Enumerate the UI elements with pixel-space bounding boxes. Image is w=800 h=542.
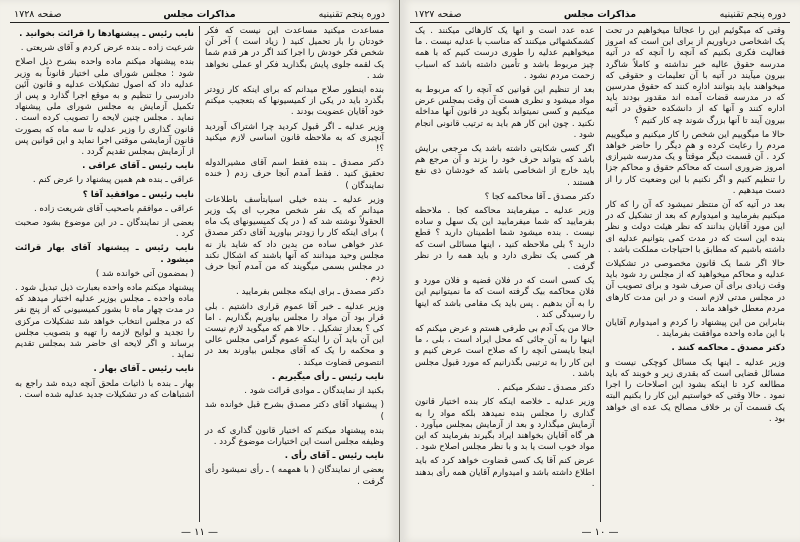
left-column — [410, 26, 600, 522]
paragraph: شرعیت زاده ـ بنده عرض کردم و آقای شریعتی . — [20, 43, 194, 54]
paragraph: وزیر عدلیه ـ میفرمایند محاکمه کجا . ملاحظه بفرمایید که شما میفرمایید این یک سهل و ساده نیست . بنده میشود شما اطمینان دارید ؟ قطع دارید ؟ بلی ملاحظه کنید ، اینها مسائلی است که هر کسی یک نظری دارد و باید همه را در نظر گرفت . — [415, 206, 595, 273]
paragraph: عراقی ـ موافقم باصحیب آقای شریعت زاده . — [33, 203, 194, 214]
paragraph: عراقی ـ بنده هم همین پیشنهاد را عرض کنم . — [32, 175, 194, 186]
paragraph: بعضی از نمایندگان ( با همهمه ) ـ رأی نمیشود رأی گرفت . — [205, 465, 384, 487]
left-column — [10, 26, 199, 522]
paragraph: حالا اگر شما یک قانون مخصوصی در تشکیلات عدلیه و محاکم میخواهید که از مجلس رد شود باید وقت زیادی برای آن صرف شود و برای تصویب آن در مجلس مدتی لازم است و در این مدت کارهای مردم معطل خواهد ماند . — [605, 259, 785, 314]
paragraph: بعد در آتیه که آن منتظر نمیشود که آن را که کار میکنیم بفرمایید و امیدوارم که بعد از تشکیل که در این مورد آقایان بدانند که نظر هیئت دولت و نظر بنده این است که در مدت کمی بتوانیم عدلیه ای داشته باشیم که مطابق با احتیاجات مملکت باشد . — [605, 200, 785, 255]
paragraph: عده عدد است و آنها یک کارهائی میکنند . یک کشمکشهائی میکنند که مناسب با عدلیه نیست . ما میخواهیم عدلیه را طوری درست کنیم که با همه چیز مربوط باشد و تأمین داشته باشد که اسباب زحمت مردم نشود . — [415, 26, 595, 81]
paragraph: وزیر عدلیه ـ اگر قبول کردید چرا اشتراک آوردید آنچیزی که به ملاحظه قانون اساسی لازم میکنید ؟! — [205, 121, 384, 155]
paragraph: وقتی که میگوئیم این را عجالتاً میخواهیم در تحت یک اشخاصی درباوریم از برای این است که امروز فعالیت فکری بکنیم که آنچه را آنچه که در آتیه مدرسه حقوق عالیه خبر نداشته و کاملاً شاگرد بیرون میآیند در آتیه با آن تعلیمات و حقوقی که میخواهند باید بتوانند اداره کنند که حقوق مدرسین که در مدرسه قضات آمده اند مقدور بودند باید اداره کنند و آنها که از دانشکده حقوق در آتیه بیرون آیند تا آنها بزرگ شوند چه کار کنیم ؟ — [605, 26, 785, 126]
text-columns — [410, 26, 790, 522]
header-page-number: صفحه ۱۷۲۸ — [14, 8, 62, 20]
paragraph: وزیر عدلیه ـ خلاصه اینکه کار بنده اختیار قانون گذاری را مجلس بنده نمیدهد بلکه مواد را به آزمایش میگذارد و بعد از آزمایش بمجلس میآورد . هر گاه آقایان بخواهند ایراد بگیرند بفرمایند که این مواد خوب است یا بد و با نظر مجلس اصلاح شود . — [415, 397, 595, 453]
paragraph: ( پیشنهاد آقای دکتر مصدق بشرح قبل خوانده شد ) — [205, 400, 384, 422]
paragraph: دکتر مصدق ـ تشکر میکنم . — [497, 383, 595, 394]
speaker-line: نایب رئیس ـ آقای بهار . — [93, 364, 194, 375]
paragraph: اگر کسی شکایتی داشته باشد یک مرجعی برایش باشد که بتواند حرف خود را بزند و آن مرجع هم باید خارج از اشخاصی باشد که خودشان ذی نفع هستند . — [415, 144, 595, 188]
paragraph: ( بمضمون آتی خوانده شد ) — [95, 268, 194, 279]
speaker-line: نایب رئیس ـ آقای عراقی . — [82, 161, 194, 172]
speaker-line: نایب رئیس ـ پیشنهاد آقای بهار قرائت میشود . — [15, 243, 194, 265]
speaker-line: نایب رئیس ـ رأی میگیریم . — [271, 371, 384, 382]
paragraph: وزیر عدلیه ـ خبر آقا عموم قراری داشتیم . بلی قرار بود آن مواد را مجلس بیاوریم بگذاریم . اما کی ؟ بعداز تشکیل . حالا هم که میگوید لازم نیست این آن باید آن را اینکه عموم گرامی مجلس عالی و محکمه را یک که آقای مجلس بیاورند بعد در انتصوص قضاوت میکند . — [205, 301, 384, 368]
speaker-line: دکتر مصدق ـ محاکمه کنند . — [671, 343, 785, 354]
paragraph: مساعدت میکنید مساعدت این نیست که فکر خودتان را بار تحمیل کنید ( زیاد است ) آخر آن شخص فکر خودش را اجرا کند اگر در هر قدم شما یک لقمه جلوی پایش بگذارید فکر او عملی نخواهد شد . — [205, 26, 384, 81]
paragraph: بنابراین من این پیشنهاد را کردم و امیدوارم آقایان با این ماده واحده موافقت بفرمایند . — [605, 318, 785, 340]
text-columns — [10, 26, 389, 522]
paragraph: یک کسی است که در فلان قضیه و فلان مورد و فلان محاکمه بیک گرفته است که ما نمیتوانیم این را به آن بدهیم . پس باید یک مقامی باشد که اینها را رسیدگی کند . — [415, 276, 595, 320]
right-page — [400, 0, 800, 542]
right-column — [200, 26, 389, 522]
page-header — [410, 6, 790, 23]
speaker-line: نایب رئیس ـ موافقید آقا ؟ — [82, 189, 194, 200]
paragraph: دکتر مصدق ـ بنده فقط اسم آقای مشیرالدوله تحقیق کنید . فقط آمدم آنجا حرف زدم ( خنده نمایندگان ) — [205, 158, 384, 191]
paragraph: بنده پیشنهاد میکنم که اختیار قانون گذاری که در وظیفه مجلس است این اختیارات موضوع گردد . — [205, 425, 384, 447]
page-footer-number: — ۱۱ — — [180, 527, 219, 538]
header-period: دوره پنجم تقنینیه — [318, 8, 385, 20]
paragraph: بنده پیشنهاد میکنم ماده واحده بشرح ذیل اصلاح شود : مجلس شورای ملی اختیار قانوناً به وزیر عدلیه داد که اصول تشکیلات عدلیه و قانون آئین دادرسی را تنظیم و به موقع اجرا گذارد و پس از تکمیل آزمایش به مجلس شورای ملی پیشنهاد نماید . مجلس چنین لایحه را تصویب کرده است . قانون گذاری را وزیر عدلیه تا سه ماه که بصورت قانون آزمایشی موقتی اجرا نماید و این قوانین پس از آزمایش بمجلس تقدیم گردد . — [15, 57, 194, 158]
paragraph: بعد از تنظیم این قوانین که آنچه را که مربوط به مواد میشود و نظری هست آن وقت بمجلس عرض میکنیم و کسی نمیتواند بگوید در قانون آنها مداخله نکنید . چون این کار هم باید به ترتیب قانونی انجام شود . — [415, 85, 595, 140]
speaker-line: نایب رئیس ـ آقای رأی . — [284, 451, 384, 462]
paragraph: پیشنهاد میکنم ماده واحده بعبارت ذیل تبدیل شود . ماده واحده ـ مجلس بوزیر عدلیه اختیار میدهد که در مدت چهار ماه تا بشور کمیسیونی که از پنج نفر که در مجلس انتخاب خواهد شد تشکیلات مرکزی را تجدید و لوایح لازمه را تهیه و بتصویب مجلس برساند و اگر لایحه ای حاضر شد بمجلس تقدیم نماید . — [15, 283, 194, 361]
paragraph: عرض کنم آقا یک کسی قضاوت خواهد کرد که باید اطلاع داشته باشد و امیدوارم آقایان همه رأی بدهند . — [415, 456, 595, 489]
paragraph: حالا ما میگوییم این شخص را کار میکنیم و میگوییم مردم را رعایت کرده و هم دیگر را حاضر خواهد کرد . آن قسمت دیگر موقتاً و یک مدرسه شیرازی امروز ضروری است که محاکم حقوق و محاکم جزا را تنظیم کنیم و اگر نکنیم با این وضعیت کار را از دست میدهیم . — [605, 129, 785, 196]
paragraph: دکتر مصدق ـ آقا محاکمه کجا ؟ — [484, 191, 595, 202]
paragraph: بعضی از نمایندگان ـ در این موضوع بشود صحبت کرد . — [15, 218, 194, 240]
page-footer-number: — ۱۰ — — [581, 527, 619, 538]
paragraph: وزیر عدلیه ـ بنده خیلی اسبابتأسف باطلاعات میدانم که یک نفر شخص مجرب ای یک وزیر الحقولاً نوشته شد که ( در یک کمیسیونهای یک ماه ) برای اینکه کار را زودتر بیاورید آقای دکتر مصدق عذر خواهی ساده من بدین داد که شاید باز نه مجلس وحید میدانند که آنها باشند که اشکال نکند در مجلس بسمی میگویند که من آمدم آنجا حرف زدم . — [205, 194, 384, 284]
header-title: مذاکرات مجلس — [563, 8, 637, 20]
header-page-number: صفحه ۱۷۲۷ — [414, 8, 462, 20]
speaker-line: نایب رئیس ـ پیشنهادها را قرائت بخوانید . — [19, 29, 194, 39]
paragraph: دکتر مصدق ـ برای اینکه مجلس بفرمایید . — [236, 287, 384, 298]
header-title: مذاکرات مجلس — [163, 8, 236, 20]
paragraph: حالا من یک آدم بی طرفی هستم و عرض میکنم که اینها را به آن جائی که محل ایراد است ، بلی ، ما اینجا بایستی آنچه را که صلاح است عرض کنیم و این کار را به ترتیبی بگذرانیم که مورد قبول مجلس باشد . — [415, 324, 595, 379]
page-header — [10, 6, 389, 23]
paragraph: وزیر عدلیه ـ اینها یک مسائل کوچکی نیست و مسائل قضایی است که بقدری زیر و خوبند که باید مطالعه کرد تا اینکه بشود این اصلاحات را اجرا نمود . حالا وقتی که خواستیم این کار را بکنیم البته یک قسمت آن بر خلاف مصالح یک عده ای خواهد بود . — [605, 357, 785, 424]
paragraph: بنده اینطور صلاح میدانم که برای اینکه کار زودتر بگذرد باید در یکی از کمیسیونها که بتعجیب میکنم خود آقایان عضویت بودند . — [205, 85, 384, 118]
right-column — [601, 26, 791, 522]
paragraph: بکنید از نمایندگان ـ موادی قرائت شود . — [244, 386, 384, 397]
header-period: دوره پنجم تقنینیه — [719, 8, 786, 20]
paragraph: بهار ـ بنده با ذاتیات ملحق آنچه دیده شد راجع به اشتباهات که در تشکیلات جدید عدلیه شده است . — [15, 378, 194, 400]
